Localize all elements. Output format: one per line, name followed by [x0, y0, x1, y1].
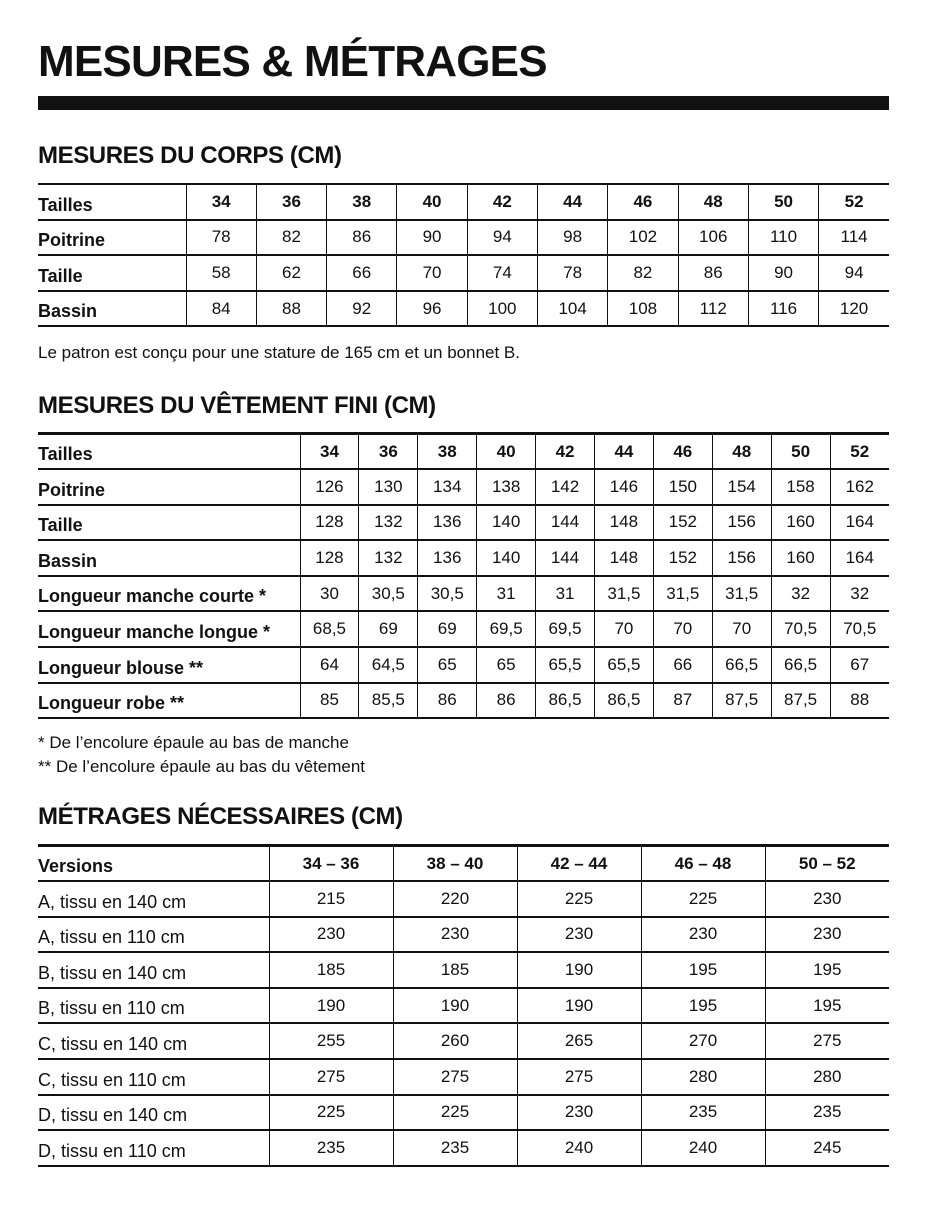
value-cell: 275: [517, 1059, 641, 1095]
title-divider-bar: [38, 96, 889, 110]
value-cell: 116: [748, 291, 818, 327]
header-size-cell: 34: [300, 434, 359, 470]
table-row: [38, 881, 889, 917]
value-cell: 104: [537, 291, 607, 327]
value-cell: 69: [359, 611, 418, 647]
value-cell: 275: [393, 1059, 517, 1095]
header-size-cell: 34 – 36: [269, 846, 393, 882]
header-size-cell: 42: [467, 184, 537, 220]
value-cell: 31: [477, 576, 536, 612]
value-cell: 230: [641, 917, 765, 953]
row-label-cell: Taille: [38, 505, 300, 541]
value-cell: 120: [819, 291, 889, 327]
value-cell: 110: [748, 220, 818, 256]
header-size-cell: 50: [771, 434, 830, 470]
value-cell: 82: [256, 220, 326, 256]
value-cell: 66: [653, 647, 712, 683]
value-cell: 162: [830, 469, 889, 505]
value-cell: 70: [397, 255, 467, 291]
header-size-cell: 44: [594, 434, 653, 470]
value-cell: 230: [393, 917, 517, 953]
table-row: [38, 505, 889, 541]
header-size-cell: 40: [397, 184, 467, 220]
header-label-cell: Tailles: [38, 434, 300, 470]
header-size-cell: 44: [537, 184, 607, 220]
table-row: [38, 611, 889, 647]
value-cell: 160: [771, 505, 830, 541]
value-cell: 32: [771, 576, 830, 612]
header-size-cell: 36: [359, 434, 418, 470]
value-cell: 87,5: [712, 683, 771, 719]
value-cell: 64,5: [359, 647, 418, 683]
finished-measurements-title: MESURES DU VÊTEMENT FINI (CM): [38, 392, 436, 419]
value-cell: 158: [771, 469, 830, 505]
value-cell: 160: [771, 540, 830, 576]
page-title: MESURES & MÉTRAGES: [38, 37, 547, 86]
fabric-requirements-table: [38, 844, 889, 1167]
value-cell: 86: [418, 683, 477, 719]
header-size-cell: 50 – 52: [765, 846, 889, 882]
value-cell: 65,5: [536, 647, 595, 683]
value-cell: 140: [477, 540, 536, 576]
value-cell: 70,5: [830, 611, 889, 647]
value-cell: 70: [712, 611, 771, 647]
header-size-cell: 46 – 48: [641, 846, 765, 882]
value-cell: 78: [537, 255, 607, 291]
row-label-cell: Longueur manche courte *: [38, 576, 300, 612]
value-cell: 74: [467, 255, 537, 291]
header-size-cell: 38: [327, 184, 397, 220]
header-size-cell: 42 – 44: [517, 846, 641, 882]
value-cell: 275: [765, 1023, 889, 1059]
value-cell: 235: [393, 1130, 517, 1166]
value-cell: 230: [517, 917, 641, 953]
table-row: [38, 469, 889, 505]
value-cell: 280: [765, 1059, 889, 1095]
value-cell: 94: [819, 255, 889, 291]
value-cell: 85: [300, 683, 359, 719]
value-cell: 96: [397, 291, 467, 327]
value-cell: 69,5: [477, 611, 536, 647]
value-cell: 146: [594, 469, 653, 505]
value-cell: 130: [359, 469, 418, 505]
value-cell: 164: [830, 505, 889, 541]
value-cell: 195: [765, 952, 889, 988]
row-label-cell: B, tissu en 110 cm: [38, 988, 269, 1024]
value-cell: 152: [653, 540, 712, 576]
value-cell: 275: [269, 1059, 393, 1095]
value-cell: 148: [594, 505, 653, 541]
value-cell: 31,5: [653, 576, 712, 612]
value-cell: 126: [300, 469, 359, 505]
value-cell: 150: [653, 469, 712, 505]
header-size-cell: 52: [830, 434, 889, 470]
value-cell: 30: [300, 576, 359, 612]
value-cell: 140: [477, 505, 536, 541]
table-row: [38, 1130, 889, 1166]
value-cell: 86,5: [594, 683, 653, 719]
value-cell: 132: [359, 540, 418, 576]
row-label-cell: A, tissu en 110 cm: [38, 917, 269, 953]
row-label-cell: Poitrine: [38, 220, 186, 256]
header-size-cell: 48: [712, 434, 771, 470]
value-cell: 82: [608, 255, 678, 291]
value-cell: 32: [830, 576, 889, 612]
table-row: [38, 988, 889, 1024]
header-size-cell: 40: [477, 434, 536, 470]
value-cell: 245: [765, 1130, 889, 1166]
table-header-row: [38, 846, 889, 882]
header-size-cell: 52: [819, 184, 889, 220]
header-size-cell: 34: [186, 184, 256, 220]
value-cell: 66,5: [771, 647, 830, 683]
value-cell: 230: [269, 917, 393, 953]
value-cell: 88: [830, 683, 889, 719]
header-size-cell: 50: [748, 184, 818, 220]
value-cell: 128: [300, 505, 359, 541]
value-cell: 30,5: [418, 576, 477, 612]
row-label-cell: B, tissu en 140 cm: [38, 952, 269, 988]
table-row: [38, 576, 889, 612]
row-label-cell: A, tissu en 140 cm: [38, 881, 269, 917]
value-cell: 67: [830, 647, 889, 683]
value-cell: 136: [418, 540, 477, 576]
value-cell: 84: [186, 291, 256, 327]
table-row: [38, 683, 889, 719]
value-cell: 66: [327, 255, 397, 291]
value-cell: 185: [393, 952, 517, 988]
table-row: [38, 255, 889, 291]
table-row: [38, 220, 889, 256]
value-cell: 138: [477, 469, 536, 505]
value-cell: 30,5: [359, 576, 418, 612]
value-cell: 255: [269, 1023, 393, 1059]
footnote-length: ** De l’encolure épaule au bas du vêtement: [38, 757, 365, 776]
value-cell: 92: [327, 291, 397, 327]
value-cell: 85,5: [359, 683, 418, 719]
value-cell: 86: [327, 220, 397, 256]
value-cell: 86,5: [536, 683, 595, 719]
value-cell: 78: [186, 220, 256, 256]
value-cell: 230: [765, 917, 889, 953]
header-size-cell: 36: [256, 184, 326, 220]
value-cell: 94: [467, 220, 537, 256]
value-cell: 65,5: [594, 647, 653, 683]
value-cell: 62: [256, 255, 326, 291]
value-cell: 69: [418, 611, 477, 647]
value-cell: 195: [641, 952, 765, 988]
value-cell: 87: [653, 683, 712, 719]
value-cell: 65: [418, 647, 477, 683]
table-row: [38, 917, 889, 953]
value-cell: 108: [608, 291, 678, 327]
value-cell: 225: [393, 1095, 517, 1131]
row-label-cell: Poitrine: [38, 469, 300, 505]
value-cell: 220: [393, 881, 517, 917]
table-header-row: [38, 184, 889, 220]
value-cell: 70: [594, 611, 653, 647]
value-cell: 100: [467, 291, 537, 327]
row-label-cell: Longueur robe **: [38, 683, 300, 719]
value-cell: 195: [765, 988, 889, 1024]
header-size-cell: 46: [653, 434, 712, 470]
value-cell: 114: [819, 220, 889, 256]
value-cell: 190: [393, 988, 517, 1024]
value-cell: 106: [678, 220, 748, 256]
header-size-cell: 38: [418, 434, 477, 470]
fabric-requirements-title: MÉTRAGES NÉCESSAIRES (CM): [38, 803, 403, 830]
value-cell: 225: [641, 881, 765, 917]
value-cell: 225: [269, 1095, 393, 1131]
row-label-cell: D, tissu en 140 cm: [38, 1095, 269, 1131]
table-row: [38, 540, 889, 576]
value-cell: 235: [765, 1095, 889, 1131]
value-cell: 134: [418, 469, 477, 505]
row-label-cell: C, tissu en 110 cm: [38, 1059, 269, 1095]
row-label-cell: Longueur blouse **: [38, 647, 300, 683]
header-size-cell: 46: [608, 184, 678, 220]
value-cell: 240: [517, 1130, 641, 1166]
row-label-cell: Longueur manche longue *: [38, 611, 300, 647]
value-cell: 235: [269, 1130, 393, 1166]
footnote-sleeve: * De l’encolure épaule au bas de manche: [38, 733, 349, 752]
value-cell: 144: [536, 505, 595, 541]
value-cell: 98: [537, 220, 607, 256]
table-row: [38, 1059, 889, 1095]
value-cell: 58: [186, 255, 256, 291]
value-cell: 88: [256, 291, 326, 327]
body-measurements-table: [38, 183, 889, 327]
value-cell: 87,5: [771, 683, 830, 719]
value-cell: 235: [641, 1095, 765, 1131]
value-cell: 240: [641, 1130, 765, 1166]
value-cell: 144: [536, 540, 595, 576]
value-cell: 70,5: [771, 611, 830, 647]
table-row: [38, 1023, 889, 1059]
header-size-cell: 42: [536, 434, 595, 470]
table-row: [38, 647, 889, 683]
value-cell: 280: [641, 1059, 765, 1095]
table-header-row: [38, 434, 889, 470]
value-cell: 31,5: [594, 576, 653, 612]
value-cell: 136: [418, 505, 477, 541]
stature-note: Le patron est conçu pour une stature de 165 cm et un bonnet B.: [38, 343, 520, 362]
value-cell: 265: [517, 1023, 641, 1059]
value-cell: 31: [536, 576, 595, 612]
row-label-cell: Taille: [38, 255, 186, 291]
value-cell: 190: [269, 988, 393, 1024]
value-cell: 65: [477, 647, 536, 683]
value-cell: 112: [678, 291, 748, 327]
value-cell: 142: [536, 469, 595, 505]
header-size-cell: 48: [678, 184, 748, 220]
value-cell: 156: [712, 540, 771, 576]
row-label-cell: Bassin: [38, 540, 300, 576]
value-cell: 102: [608, 220, 678, 256]
row-label-cell: Bassin: [38, 291, 186, 327]
value-cell: 66,5: [712, 647, 771, 683]
value-cell: 195: [641, 988, 765, 1024]
value-cell: 190: [517, 952, 641, 988]
value-cell: 70: [653, 611, 712, 647]
value-cell: 156: [712, 505, 771, 541]
header-size-cell: 38 – 40: [393, 846, 517, 882]
table-row: [38, 952, 889, 988]
value-cell: 69,5: [536, 611, 595, 647]
value-cell: 68,5: [300, 611, 359, 647]
body-measurements-title: MESURES DU CORPS (CM): [38, 142, 342, 169]
finished-measurements-table: [38, 432, 889, 719]
value-cell: 86: [477, 683, 536, 719]
value-cell: 260: [393, 1023, 517, 1059]
value-cell: 64: [300, 647, 359, 683]
value-cell: 230: [765, 881, 889, 917]
value-cell: 225: [517, 881, 641, 917]
value-cell: 230: [517, 1095, 641, 1131]
value-cell: 148: [594, 540, 653, 576]
value-cell: 215: [269, 881, 393, 917]
value-cell: 185: [269, 952, 393, 988]
header-label-cell: Tailles: [38, 184, 186, 220]
header-label-cell: Versions: [38, 846, 269, 882]
row-label-cell: C, tissu en 140 cm: [38, 1023, 269, 1059]
row-label-cell: D, tissu en 110 cm: [38, 1130, 269, 1166]
value-cell: 86: [678, 255, 748, 291]
value-cell: 164: [830, 540, 889, 576]
table-row: [38, 291, 889, 327]
value-cell: 190: [517, 988, 641, 1024]
value-cell: 128: [300, 540, 359, 576]
value-cell: 154: [712, 469, 771, 505]
value-cell: 90: [748, 255, 818, 291]
value-cell: 132: [359, 505, 418, 541]
value-cell: 31,5: [712, 576, 771, 612]
value-cell: 152: [653, 505, 712, 541]
value-cell: 270: [641, 1023, 765, 1059]
value-cell: 90: [397, 220, 467, 256]
table-row: [38, 1095, 889, 1131]
